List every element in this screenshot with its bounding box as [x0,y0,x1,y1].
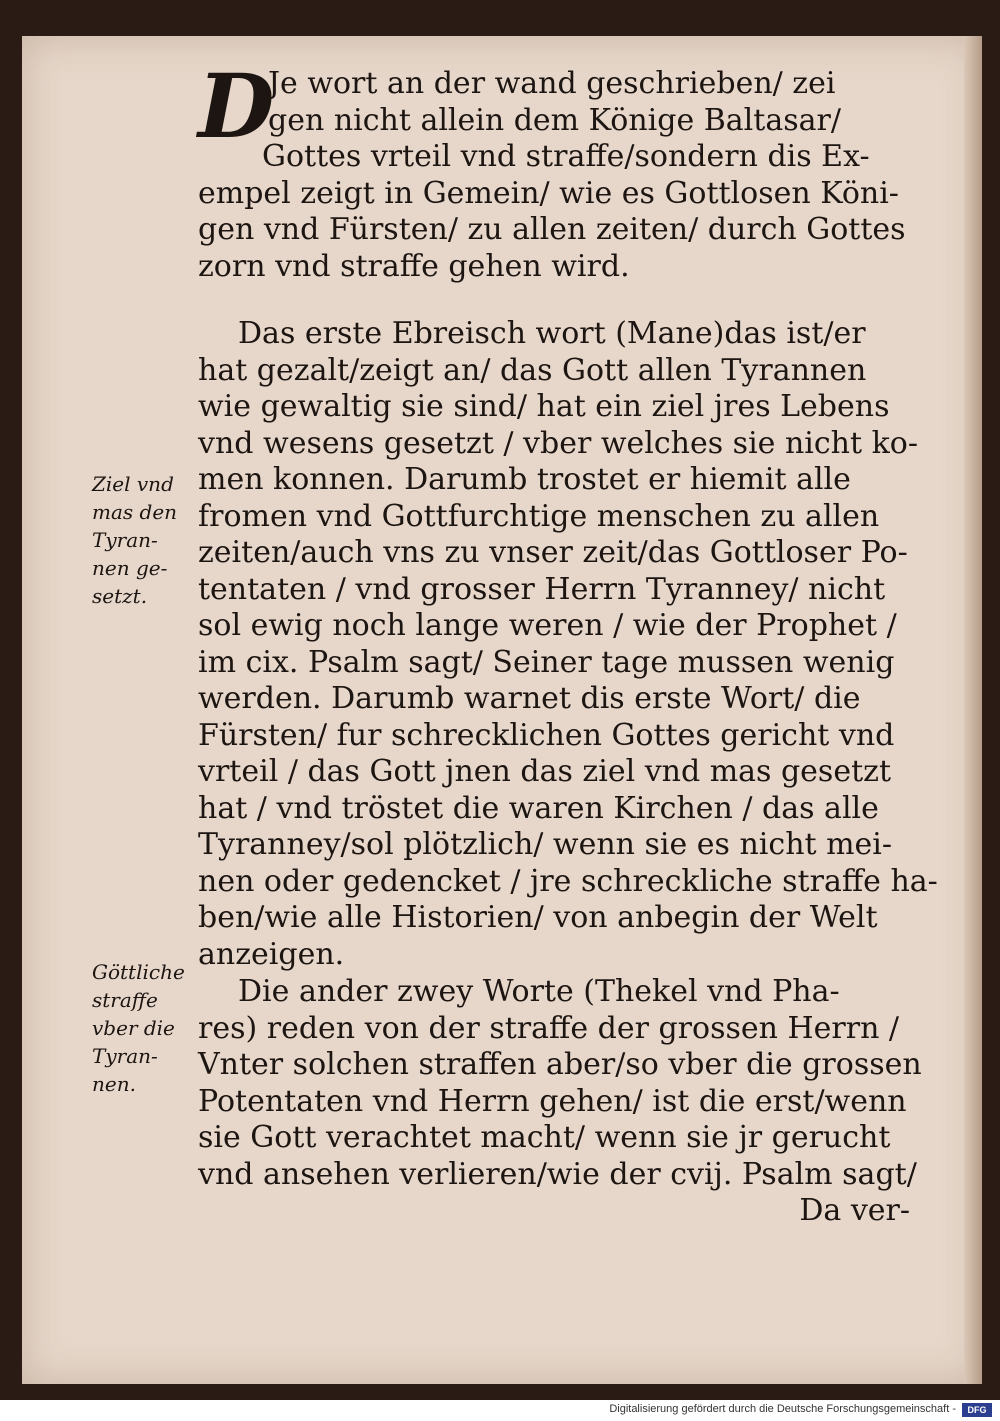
margin-note-line: vber die [92,1016,175,1040]
text-line: empel zeigt in Gemein/ wie es Gottlosen Köni- [198,175,899,211]
margin-note-line: setzt. [92,584,148,608]
page-edge [964,36,982,1384]
text-line: im cix. Psalm sagt/ Seiner tage mussen wenig [198,644,895,680]
margin-note-line: Göttliche [92,960,185,984]
footer-bar [0,1400,1000,1421]
margin-note-line: straffe [92,988,158,1012]
margin-note-line: nen. [92,1072,136,1096]
text-line: sie Gott verachtet macht/ wenn sie jr gerucht [198,1120,891,1155]
paragraph-3 [198,974,922,1230]
text-line: zorn vnd straffe gehen wird. [198,248,630,284]
margin-note-line: mas den [92,500,178,524]
footer-credit: Digitalisierung gefördert durch die Deutsche Forschungsgemeinschaft - [609,1403,956,1415]
margin-note-line: Tyran- [92,528,158,552]
text-line: hat gezalt/zeigt an/ das Gott allen Tyrannen [198,352,867,388]
text-line: Die ander zwey Worte (Thekel vnd Pha- [238,974,840,1009]
text-line: vnd wesens gesetzt / vber welches sie nicht ko- [198,425,918,461]
text-line: zeiten/auch vns zu vnser zeit/das Gottloser Po- [198,535,908,570]
text-line: Gottes vrteil vnd straffe/sondern dis Ex- [262,139,870,174]
text-line: nen oder gedencket / jre schreckliche straffe ha- [198,863,938,899]
text-line: gen nicht allein dem Könige Baltasar/ [268,102,841,138]
text-line: Je wort an der wand geschrieben/ zei [268,66,836,101]
margin-note-2 [92,958,192,1098]
margin-note-line: nen ge- [92,556,168,580]
text-line: sol ewig noch lange weren / wie der Prophet / [198,608,897,643]
text-line: Tyranney/sol plötzlich/ wenn sie es nicht mei- [198,827,893,862]
text-line: Vnter solchen straffen aber/so vber die grossen [198,1047,922,1082]
text-line: fromen vnd Gottfurchtige menschen zu allen [198,498,880,534]
text-line: werden. Darumb warnet dis erste Wort/ die [198,681,861,716]
dfg-logo-icon: DFG [962,1403,992,1417]
paragraph-2 [198,316,938,973]
margin-note-line: Ziel vnd [92,472,174,496]
paragraph-1 [198,54,918,285]
text-line: ben/wie alle Historien/ von anbegin der Welt [198,900,878,935]
text-line: tentaten / vnd grosser Herrn Tyranney/ nicht [198,571,886,607]
margin-note-line: Tyran- [92,1044,158,1068]
text-line: men konnen. Darumb trostet er hiemit alle [198,462,851,497]
text-line: Potentaten vnd Herrn gehen/ ist die erst/wenn [198,1083,907,1119]
text-line: gen vnd Fürsten/ zu allen zeiten/ durch Gottes [198,212,906,247]
text-line: wie gewaltig sie sind/ hat ein ziel jres Lebens [198,389,890,424]
text-line: vrteil / das Gott jnen das ziel vnd mas gesetzt [198,754,892,789]
text-line: vnd ansehen verlieren/wie der cvij. Psalm sagt/ [198,1156,917,1192]
drop-cap: D [198,54,275,158]
text-line: Fürsten/ fur schrecklichen Gottes gericht vnd [198,717,895,753]
text-line: res) reden von der straffe der grossen Herrn / [198,1010,900,1046]
text-line: Das erste Ebreisch wort (Mane)das ist/er [238,316,866,351]
margin-note-1 [92,470,192,610]
text-line: anzeigen. [198,936,345,972]
catchword: Da ver- [799,1193,910,1228]
main-text-block [198,54,938,1228]
text-line: hat / vnd tröstet die waren Kirchen / das alle [198,790,879,826]
